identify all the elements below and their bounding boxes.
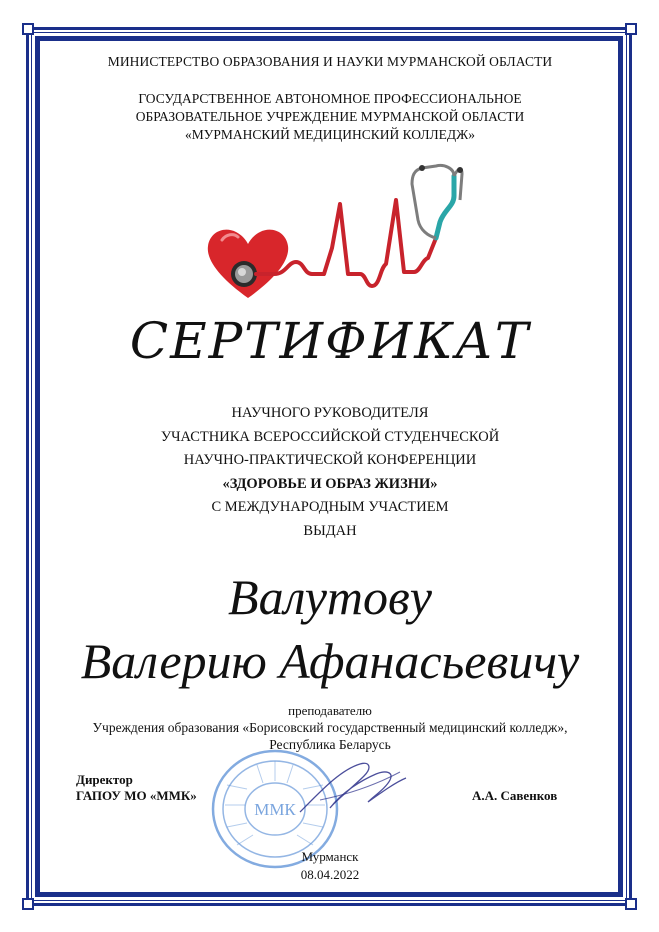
recipient-name <box>40 565 620 693</box>
place-and-date <box>40 848 620 884</box>
recipient-given-names: Валерию Афанасьевичу <box>80 633 580 689</box>
description-line: НАУЧНОГО РУКОВОДИТЕЛЯ <box>231 405 429 421</box>
border-corner-ornament <box>625 23 637 35</box>
certificate-description <box>40 402 620 543</box>
institution-line: ОБРАЗОВАТЕЛЬНОЕ УЧРЕЖДЕНИЕ МУРМАНСКОЙ ОБЛАСТИ <box>135 109 525 124</box>
date-label: 08.04.2022 <box>300 867 360 882</box>
institution-line: «МУРМАНСКИЙ МЕДИЦИНСКИЙ КОЛЛЕДЖ» <box>185 127 475 142</box>
signatory-block <box>76 772 197 804</box>
certificate-title: СЕРТИФИКАТ <box>129 312 531 370</box>
organization-line: Учреждения образования «Борисовский государственный медицинский колледж», <box>92 720 568 735</box>
border-corner-ornament <box>22 23 34 35</box>
heart-stethoscope-icon <box>200 160 470 300</box>
ministry-heading: МИНИСТЕРСТВО ОБРАЗОВАНИЯ И НАУКИ МУРМАНСКОЙ ОБЛАСТИ <box>107 54 553 69</box>
handwritten-signature-icon <box>290 752 410 822</box>
description-line: УЧАСТНИКА ВСЕРОССИЙСКОЙ СТУДЕНЧЕСКОЙ <box>160 428 500 445</box>
signatory-role: Директор <box>76 772 133 787</box>
recipient-position: преподавателю <box>288 703 372 718</box>
border-corner-ornament <box>625 898 637 910</box>
institution-heading <box>40 90 620 144</box>
signatory-name: А.А. Савенков <box>472 788 558 803</box>
description-line: НАУЧНО-ПРАКТИЧЕСКОЙ КОНФЕРЕНЦИИ <box>183 452 477 468</box>
description-line: С МЕЖДУНАРОДНЫМ УЧАСТИЕМ <box>211 499 449 515</box>
institution-line: ГОСУДАРСТВЕННОЕ АВТОНОМНОЕ ПРОФЕССИОНАЛЬНОЕ <box>138 91 522 106</box>
stamp-text: ММК <box>254 800 296 819</box>
recipient-surname: Валутову <box>228 569 432 625</box>
city-label: Мурманск <box>301 849 359 864</box>
issued-label: ВЫДАН <box>303 522 357 539</box>
stethoscope-icon <box>436 176 454 238</box>
signatory-organization: ГАПОУ МО «ММК» <box>76 788 197 803</box>
conference-name: «ЗДОРОВЬЕ И ОБРАЗ ЖИЗНИ» <box>222 475 438 492</box>
organization-line: Республика Беларусь <box>269 737 391 752</box>
border-corner-ornament <box>22 898 34 910</box>
